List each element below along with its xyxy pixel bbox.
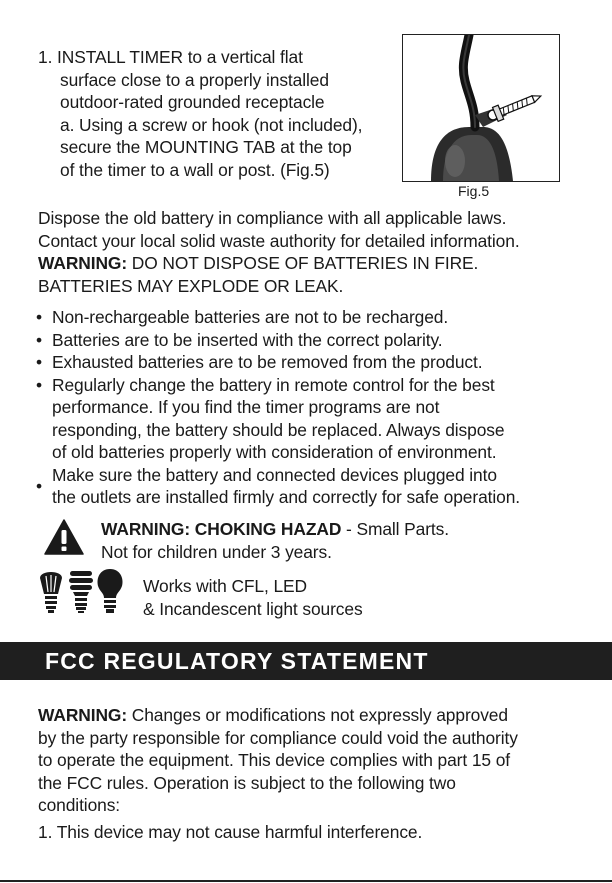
install-step-line: 1. INSTALL TIMER to a vertical flat [38, 47, 303, 67]
install-substep-line: secure the MOUNTING TAB at the top [60, 137, 352, 157]
led-bulb-icon [40, 572, 62, 613]
list-item: • Exhausted batteries are to be removed from the product. [36, 352, 483, 372]
warning-label: WARNING: [38, 705, 128, 725]
bullet-icon: • [36, 329, 42, 350]
fcc-statement [38, 704, 518, 817]
install-substep-line: of the timer to a wall or post. (Fig.5) [60, 159, 330, 180]
battery-disposal-notice [38, 207, 520, 297]
bullet-icon: • [36, 352, 42, 372]
bullet-icon: • [36, 374, 42, 395]
battery-safety-list [36, 306, 520, 509]
incandescent-bulb-icon [98, 569, 123, 613]
fcc-line: to operate the equipment. This device complies with part 15 of [38, 750, 510, 770]
fcc-line: Changes or modifications not expressly approved [127, 705, 508, 725]
fcc-line: by the party responsible for compliance could void the authority [38, 727, 518, 748]
light-compatibility-text [143, 575, 363, 620]
install-step-line: outdoor-rated grounded receptacle [60, 92, 325, 112]
install-instructions [38, 46, 362, 181]
fcc-condition-1: 1. This device may not cause harmful interference. [38, 822, 423, 842]
install-step-line: surface close to a properly installed [60, 69, 329, 90]
fcc-heading: FCC REGULATORY STATEMENT [45, 648, 429, 674]
bullet-icon: • [36, 475, 42, 496]
bottom-divider [0, 880, 612, 882]
fire-warning-text: DO NOT DISPOSE OF BATTERIES IN FIRE. [127, 253, 479, 273]
warning-triangle-icon [44, 519, 84, 560]
small-parts-text: - Small Parts. [341, 519, 449, 539]
list-item: • Non-rechargeable batteries are not to be recharged. [36, 307, 449, 327]
warning-label: WARNING: [38, 253, 128, 273]
list-item: • Regularly change the battery in remote control for the best performance. If you find the timer programs are not responding, the battery should be replaced. Always dispose of old batteries properly with consideration of environment. [36, 374, 505, 462]
bullet-icon: • [36, 307, 42, 327]
age-warning-text: Not for children under 3 years. [101, 541, 332, 562]
compat-line: & Incandescent light sources [143, 598, 363, 619]
choking-hazard-label: WARNING: CHOKING HAZAD [101, 519, 342, 539]
fcc-line: conditions: [38, 795, 121, 815]
list-item: • Batteries are to be inserted with the correct polarity. [36, 329, 443, 350]
install-substep-line: a. Using a screw or hook (not included), [60, 114, 363, 135]
disposal-line: Dispose the old battery in compliance with all applicable laws. [38, 208, 507, 228]
list-item: • Make sure the battery and connected devices plugged into the outlets are installed firmly and correctly for safe operation. [36, 464, 521, 507]
explode-warning-text: BATTERIES MAY EXPLODE OR LEAK. [38, 275, 344, 296]
choking-hazard-warning [101, 518, 449, 563]
mounting-figure [402, 34, 560, 182]
disposal-line: Contact your local solid waste authority for detailed information. [38, 230, 520, 251]
fcc-heading-band [0, 642, 612, 680]
light-bulbs-icon [38, 568, 126, 619]
timer-mounting-illustration [403, 35, 559, 181]
compat-line: Works with CFL, LED [143, 576, 307, 596]
fcc-line: the FCC rules. Operation is subject to the following two [38, 772, 456, 793]
cfl-bulb-icon [69, 571, 93, 613]
figure-caption: Fig.5 [458, 183, 490, 199]
